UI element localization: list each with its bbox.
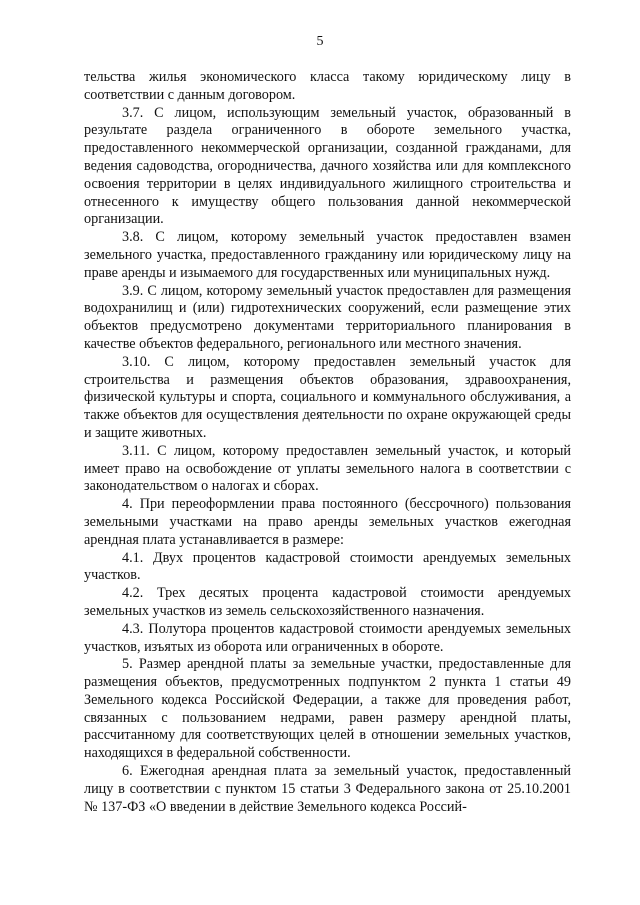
paragraph-3-7: 3.7. С лицом, использующим земельный участок, образованный в результате раздела ограниченного в обороте земельного участка, предоставленного некоммерческой организации, созданной гражданами, для ведения садоводства, огородничества, дачного хозяйства или для комплексного освоения территории в целях индивидуального жилищного строительства и отнесенного к имуществу общего пользования данной некоммерческой организации. [84, 104, 571, 228]
paragraph-3-11: 3.11. С лицом, которому предоставлен земельный участок, и который имеет право на освобождение от уплаты земельного налога в соответствии с законодательством о налогах и сборах. [84, 442, 571, 495]
paragraph-3-10: 3.10. С лицом, которому предоставлен земельный участок для строительства и размещения объектов образования, здравоохранения, физической культуры и спорта, социального и коммунального обслуживания, а также объектов для осуществления деятельности по охране окружающей среды и защите животных. [84, 353, 571, 441]
paragraph-4-2: 4.2. Трех десятых процента кадастровой стоимости арендуемых земельных участков из земель сельскохозяйственного назначения. [84, 585, 571, 619]
paragraph-4: 4. При переоформлении права постоянного (бессрочного) пользования земельными участками на право аренды земельных участков ежегодная арендная плата устанавливается в размере: [84, 496, 571, 548]
paragraph-3-8: 3.8. С лицом, которому земельный участок предоставлен взамен земельного участка, предоставленного гражданину или юридическому лицу на праве аренды и изымаемого для государственных или муниципальных нужд. [84, 229, 571, 281]
paragraph-4-3: 4.3. Полутора процентов кадастровой стоимости арендуемых земельных участков, изъятых из оборота или ограниченных в обороте. [84, 620, 571, 655]
document-body [84, 69, 571, 816]
page-number: 5 [316, 34, 324, 49]
paragraph-4-1: 4.1. Двух процентов кадастровой стоимости арендуемых земельных участков. [84, 549, 571, 584]
paragraph-6: 6. Ежегодная арендная плата за земельный участок, предоставленный лицу в соответствии с пунктом 15 статьи 3 Федерального закона от 25.10.2001 № 137-ФЗ «О введении в действие Земельного кодекса Россий- [84, 763, 571, 815]
paragraph-3-9: 3.9. С лицом, которому земельный участок предоставлен для размещения водохранилищ и (или) гидротехнических сооружений, если размещение этих объектов предусмотрено документами территориального планирования в качестве объектов федерального, регионального или местного значения. [84, 282, 571, 352]
paragraph-5: 5. Размер арендной платы за земельные участки, предоставленные для размещения объектов, предусмотренных подпунктом 2 пункта 1 статьи 49 Земельного кодекса Российской Федерации, а также для проведения работ, связанных с пользованием недрами, равен размеру арендной платы, рассчитанному для соответствующих целей в отношении земельных участков, находящихся в федеральной собственности. [84, 656, 571, 762]
paragraph-continuation: тельства жилья экономического класса такому юридическому лицу в соответствии с данным договором. [84, 69, 571, 103]
